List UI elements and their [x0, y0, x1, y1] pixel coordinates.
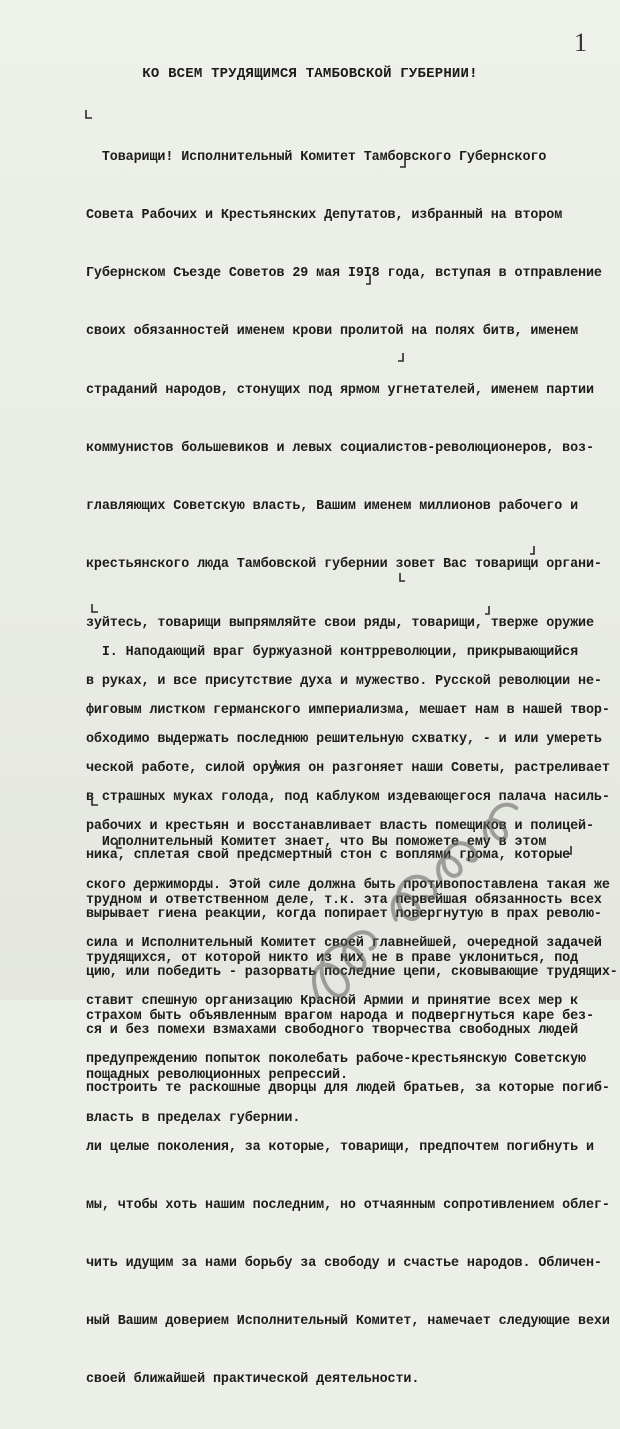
text-line: трудящихся, от которой никто из них не в праве уклониться, под [86, 951, 579, 967]
text-line: главляющих Советскую власть, Вашим именем миллионов рабочего и [86, 499, 579, 515]
text-line: фиговым листком германского империализма, мешает нам в нашей твор- [86, 703, 610, 719]
text-line: крестьянского люда Тамбовской губернии зовет Вас товарищи органи- [86, 557, 602, 573]
text-line: цию, или победить - разорвать последние цепи, сковывающие трудящих- [86, 964, 618, 980]
text-line: трудном и ответственном деле, т.к. эта первейшая обязанность всех [86, 893, 602, 909]
text-line: Товарищи! Исполнительный Комитет Тамбовского Губернского [86, 149, 547, 165]
text-line: ный Вашим доверием Исполнительный Комитет, намечает следующие вехи [86, 1314, 610, 1330]
text-line: ческой работе, силой оружия он разгоняет наши Советы, растреливает [86, 761, 610, 777]
text-line: коммунистов большевиков и левых социалистов-революционеров, воз- [86, 440, 594, 456]
text-line: в руках, и все присутствие духа и мужество. Русской революции не- [86, 673, 602, 689]
text-line: ставит спешную организацию Красной Армии и принятие всех мер к [86, 994, 579, 1010]
text-line: вырывает гиена реакции, когда попирает повергнутую в прах револю- [86, 906, 602, 922]
text-line: Исполнительный Комитет знает, что Вы поможете ему в этом [86, 834, 547, 850]
text-line: зуйтесь, товарищи выпрямляйте свои ряды, товарищи, тверже оружие [86, 615, 594, 631]
text-line: в страшных муках голода, под каблуком издевающегося палача насиль- [86, 790, 610, 806]
text-line: I. Наподающий враг буржуазной контрреволюции, прикрывающийся [86, 644, 579, 660]
text-line: пощадных революционных репрессий. [86, 1067, 348, 1083]
text-line: ли целые поколения, за которые, товарищи, предпочтем погибнуть и [86, 1139, 594, 1155]
text-line: Губернском Съезде Советов 29 мая I9I8 года, вступая в отправление [86, 266, 602, 282]
document-title: КО ВСЕМ ТРУДЯЩИМСЯ ТАМБОВСКОЙ ГУБЕРНИИ! [142, 66, 478, 82]
text-line: страданий народов, стонущих под ярмом угнетателей, именем партии [86, 382, 594, 398]
text-line: рабочих и крестьян и восстанавливает власть помещиков и полицей- [86, 819, 594, 835]
text-line: власть в пределах губернии. [86, 1110, 301, 1126]
text-line: чить идущим за нами борьбу за свободу и счастье народов. Обличен- [86, 1255, 602, 1271]
text-line: ского держиморды. Этой силе должна быть противопоставлена такая же [86, 877, 610, 893]
text-line: ника, сплетая свой предсмертный стон с воплями грома, которые [86, 848, 571, 864]
paragraph-3 [86, 794, 618, 1124]
text-line: своей ближайшей практической деятельности. [86, 1372, 420, 1388]
text-line: Совета Рабочих и Крестьянских Депутатов, избранный на втором [86, 208, 563, 224]
text-line: сила и Исполнительный Комитет своей главнейшей, очередной задачей [86, 935, 602, 951]
page-number: 1 [574, 28, 587, 57]
text-line: ся и без помехи взмахами свободного творчества свободных людей [86, 1023, 579, 1039]
text-line: построить те раскошные дворцы для людей братьев, за которые погиб- [86, 1081, 610, 1097]
text-line: мы, чтобы хоть нашим последним, но отчаянным сопротивлением облег- [86, 1197, 610, 1213]
text-line: обходимо выдержать последнюю решительную схватку, - и или умереть [86, 732, 602, 747]
text-line: предупреждению попыток поколебать рабоче-крестьянскую Советскую [86, 1052, 586, 1068]
text-line: страхом быть объявленным врагом народа и подвергнуться каре без- [86, 1009, 594, 1025]
text-line: своих обязанностей именем крови пролитой на полях битв, именем [86, 324, 579, 340]
